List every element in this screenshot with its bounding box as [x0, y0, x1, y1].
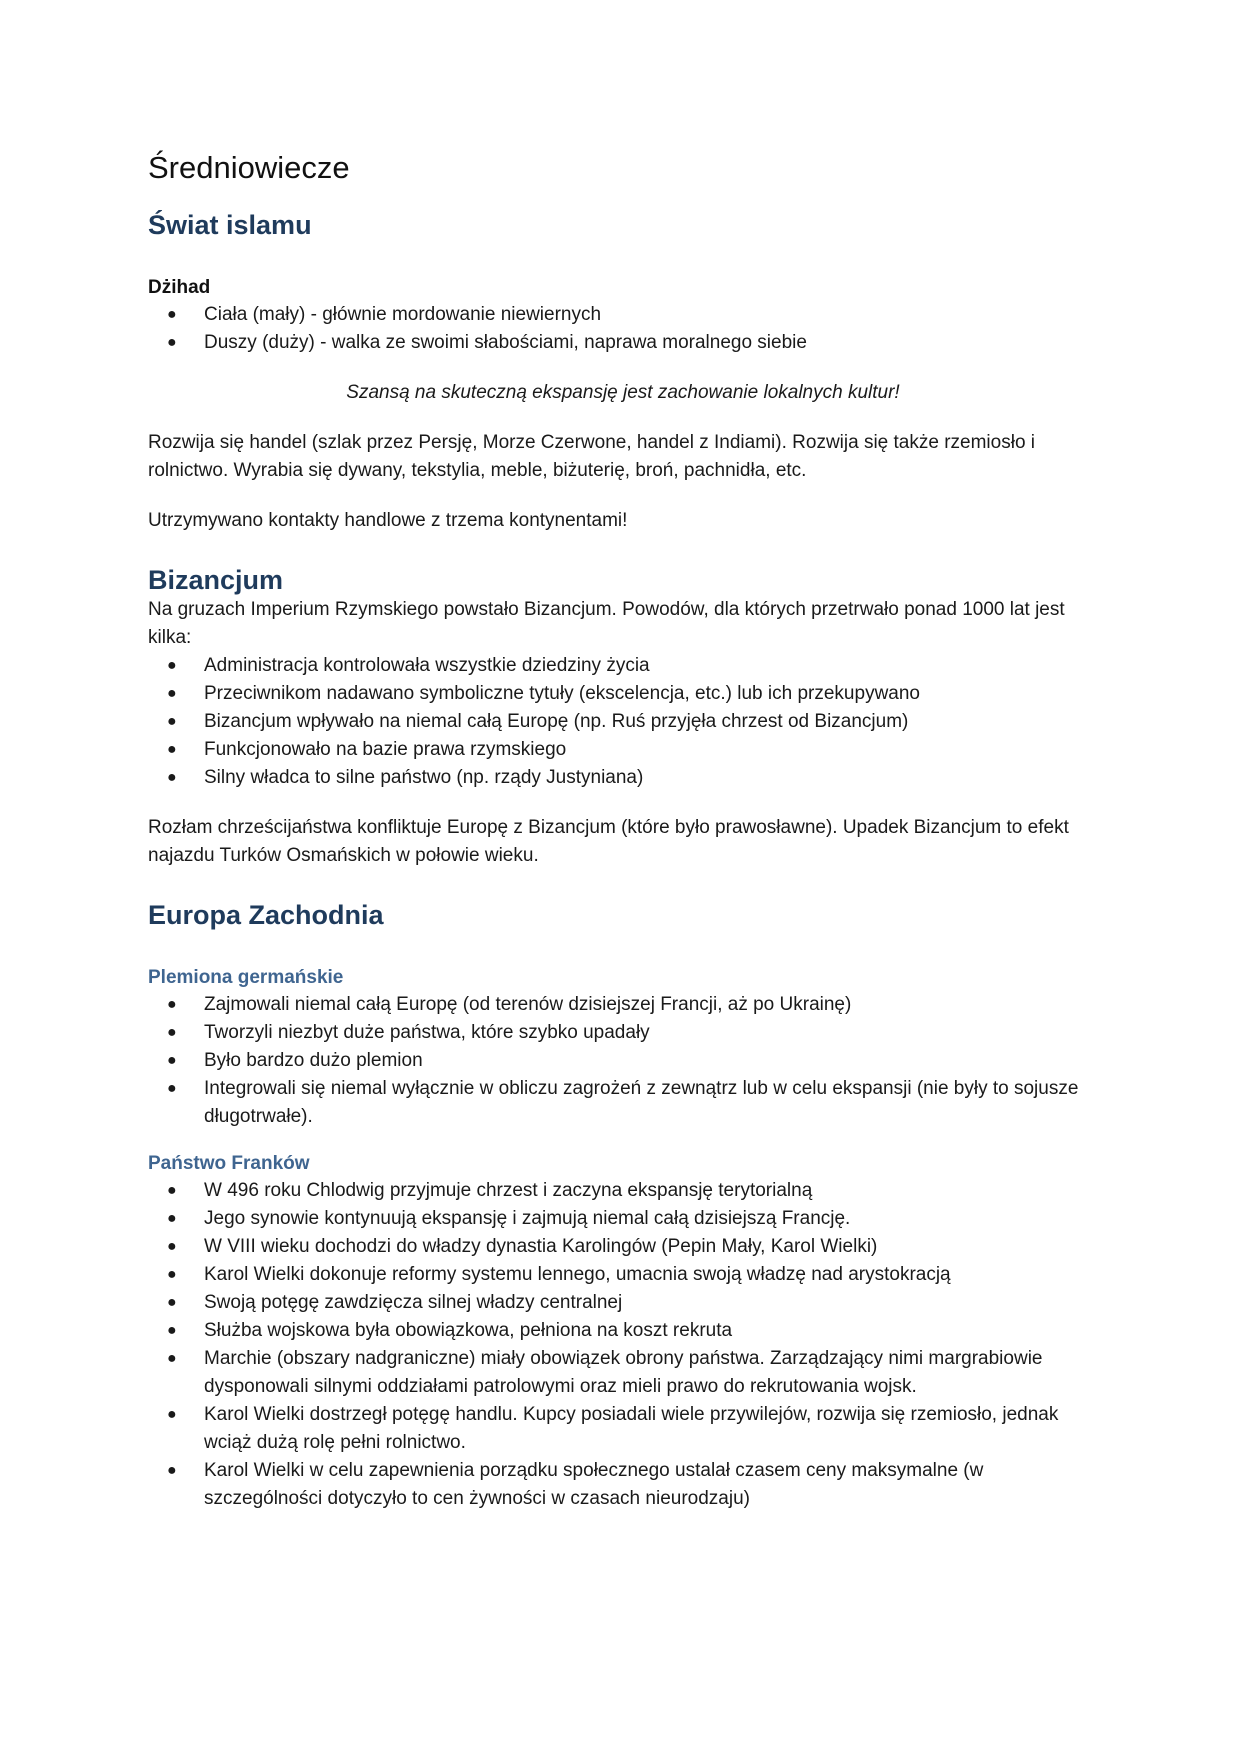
bullet-icon: ● [167, 685, 177, 702]
bullet-icon: ● [167, 1052, 177, 1069]
heading-islam: Świat islamu [148, 210, 312, 240]
list-item: ● Funkcjonowało na bazie prawa rzymskiego [204, 736, 1098, 764]
list-item: ● Służba wojskowa była obowiązkowa, pełniona na koszt rekruta [204, 1317, 1098, 1345]
heading-europa: Europa Zachodnia [148, 900, 384, 930]
bullet-icon: ● [167, 1322, 177, 1339]
bullet-icon: ● [167, 1350, 177, 1367]
list-item: ● Integrowali się niemal wyłącznie w obliczu zagrożeń z zewnątrz lub w celu ekspansji (nie były to sojusze długotrwałe). [204, 1075, 1098, 1131]
list-bizancjum [148, 652, 1098, 792]
subheading-frankow: Państwo Franków [148, 1153, 310, 1174]
list-item: ● W 496 roku Chlodwig przyjmuje chrzest i zaczyna ekspansję terytorialną [204, 1177, 1098, 1205]
bullet-icon: ● [167, 1024, 177, 1041]
document-title: Średniowiecze [148, 150, 350, 185]
list-item: ● W VIII wieku dochodzi do władzy dynastia Karolingów (Pepin Mały, Karol Wielki) [204, 1233, 1098, 1261]
list-item: ● Karol Wielki w celu zapewnienia porządku społecznego ustalał czasem ceny maksymalne (w szczególności dotyczyło to cen żywności w czasach nieurodzaju) [204, 1457, 1098, 1513]
list-item: ● Administracja kontrolowała wszystkie dziedziny życia [204, 652, 1098, 680]
paragraph-handel: Rozwija się handel (szlak przez Persję, Morze Czerwone, handel z Indiami). Rozwija się także rzemiosło i rolnictwo. Wyrabia się dywany, tekstylia, meble, biżuterię, broń, pachnidła, etc. [148, 432, 1036, 481]
paragraph-bizancjum-outro: Rozłam chrześcijaństwa konfliktuje Europę z Bizancjum (które było prawosławne). Upadek Bizancjum to efekt najazdu Turków Osmańskich w połowie wieku. [148, 817, 1069, 866]
bullet-icon: ● [167, 1294, 177, 1311]
list-item: ● Przeciwnikom nadawano symboliczne tytuły (ekscelencja, etc.) lub ich przekupywano [204, 680, 1098, 708]
bullet-icon: ● [167, 1210, 177, 1227]
list-item: ● Duszy (duży) - walka ze swoimi słabościami, naprawa moralnego siebie [204, 329, 1098, 357]
list-dzihad [148, 301, 1098, 357]
paragraph-bizancjum-intro: Na gruzach Imperium Rzymskiego powstało Bizancjum. Powodów, dla których przetrwało ponad 1000 lat jest kilka: [148, 599, 1065, 648]
list-item: ● Jego synowie kontynuują ekspansję i zajmują niemal całą dzisiejszą Francję. [204, 1205, 1098, 1233]
bullet-icon: ● [167, 1462, 177, 1479]
bullet-icon: ● [167, 657, 177, 674]
paragraph-kontakty: Utrzymywano kontakty handlowe z trzema kontynentami! [148, 510, 628, 531]
list-item: ● Karol Wielki dostrzegł potęgę handlu. Kupcy posiadali wiele przywilejów, rozwija się rzemiosło, jednak wciąż dużą rolę pełni rolnictwo. [204, 1401, 1098, 1457]
bullet-icon: ● [167, 1266, 177, 1283]
bullet-icon: ● [167, 306, 177, 323]
bullet-icon: ● [167, 996, 177, 1013]
bullet-icon: ● [167, 334, 177, 351]
label-dzihad: Dżihad [148, 277, 211, 298]
bullet-icon: ● [167, 1182, 177, 1199]
bullet-icon: ● [167, 713, 177, 730]
list-item: ● Bizancjum wpływało na niemal całą Europę (np. Ruś przyjęła chrzest od Bizancjum) [204, 708, 1098, 736]
list-item: ● Karol Wielki dokonuje reformy systemu lennego, umacnia swoją władzę nad arystokracją [204, 1261, 1098, 1289]
bullet-icon: ● [167, 1406, 177, 1423]
subheading-plemiona: Plemiona germańskie [148, 967, 344, 988]
list-item: ● Było bardzo dużo plemion [204, 1047, 1098, 1075]
list-item: ● Ciała (mały) - głównie mordowanie niewiernych [204, 301, 1098, 329]
bullet-icon: ● [167, 1238, 177, 1255]
list-item: ● Silny władca to silne państwo (np. rządy Justyniana) [204, 764, 1098, 792]
quote-text: Szansą na skuteczną ekspansję jest zachowanie lokalnych kultur! [346, 382, 900, 403]
heading-bizancjum: Bizancjum [148, 565, 284, 595]
document-page [148, 140, 1098, 1513]
list-item: ● Tworzyli niezbyt duże państwa, które szybko upadały [204, 1019, 1098, 1047]
list-item: ● Marchie (obszary nadgraniczne) miały obowiązek obrony państwa. Zarządzający nimi margrabiowie dysponowali silnymi oddziałami patrolowymi oraz mieli prawo do rekrutowania wojsk. [204, 1345, 1098, 1401]
bullet-icon: ● [167, 741, 177, 758]
list-item: ● Zajmowali niemal całą Europę (od terenów dzisiejszej Francji, aż po Ukrainę) [204, 991, 1098, 1019]
list-plemiona [148, 991, 1098, 1131]
bullet-icon: ● [167, 769, 177, 786]
bullet-icon: ● [167, 1080, 177, 1097]
list-frankow [148, 1177, 1098, 1513]
list-item: ● Swoją potęgę zawdzięcza silnej władzy centralnej [204, 1289, 1098, 1317]
